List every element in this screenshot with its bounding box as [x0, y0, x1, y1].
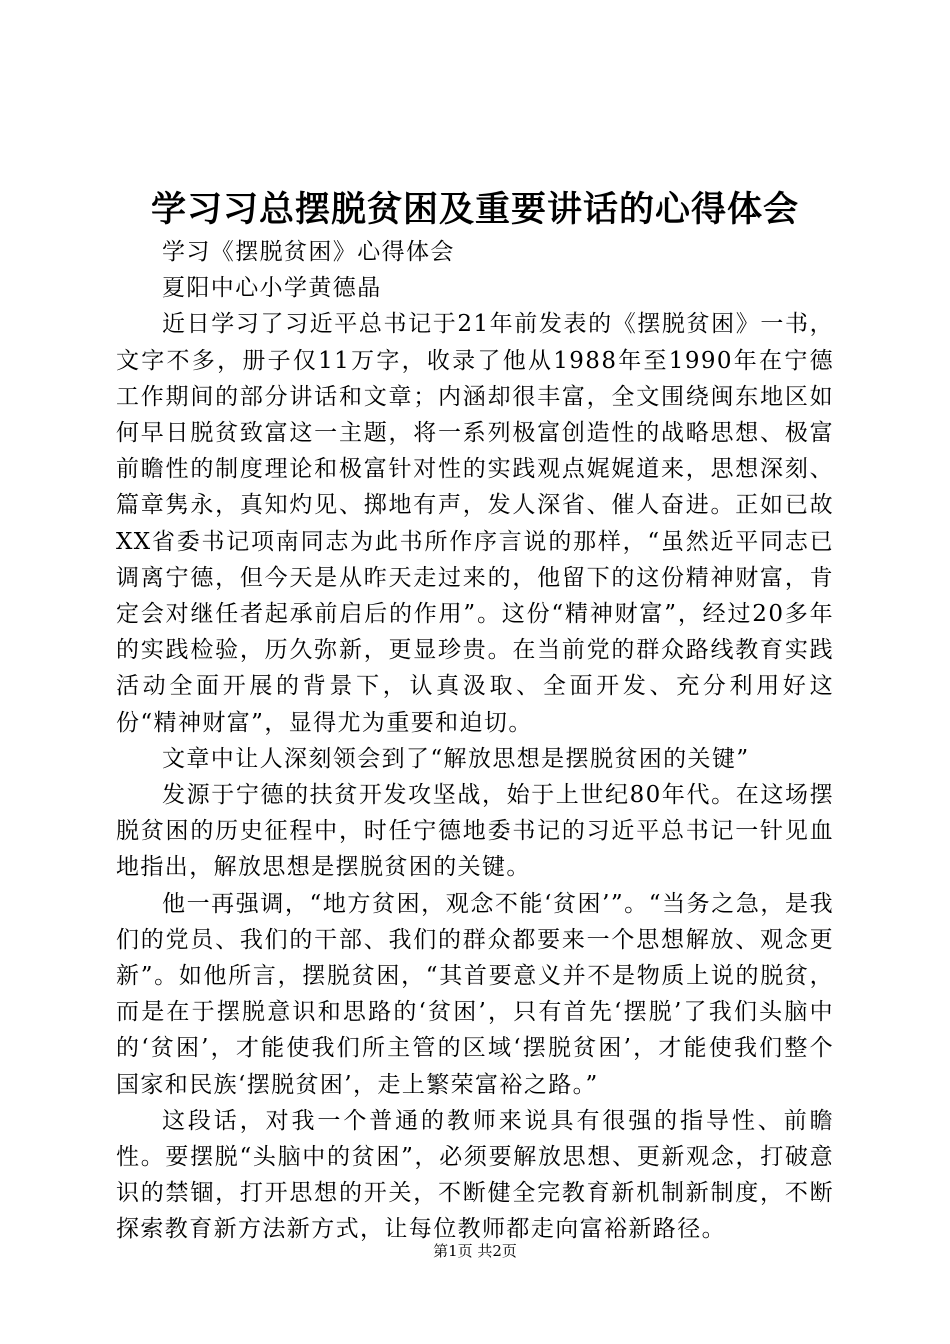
page-number-footer: 第1页 共2页: [433, 1242, 517, 1260]
author-line: 夏阳中心小学黄德晶: [162, 275, 382, 302]
document-body: [116, 234, 834, 1248]
section-heading: 文章中让人深刻领会到了“解放思想是摆脱贫困的关键”: [162, 745, 750, 772]
document-title: 学习习总摆脱贫困及重要讲话的心得体会: [150, 189, 799, 230]
subtitle-paragraph: 学习《摆脱贫困》心得体会: [162, 239, 455, 265]
body-paragraph: 发源于宁德的扶贫开发攻坚战，始于上世纪80年代。在这场摆脱贫困的历史征程中，时任宁德地委书记的习近平总书记一针见血地指出，解放思想是摆脱贫困的关键。: [116, 782, 834, 881]
body-paragraph: 这段话，对我一个普通的教师来说具有很强的指导性、前瞻性。要摆脱“头脑中的贫困”，必须要解放思想、更新观念，打破意识的禁锢，打开思想的开关，不断健全完教育新机制新制度，不断探索教育新方法新方式，让每位教师都走向富裕新路径。: [116, 1107, 834, 1243]
body-paragraph: 他一再强调，“地方贫困，观念不能‘贫困’”。“当务之急，是我们的党员、我们的干部、我们的群众都要来一个思想解放、观念更新”。如他所言，摆脱贫困，“其首要意义并不是物质上说的脱贫，而是在于摆脱意识和思路的‘贫困’，只有首先‘摆脱’了我们头脑中的‘贫困’，才能使我们所主管的区域‘摆脱贫困’，才能使我们整个国家和民族‘摆脱贫困’，走上繁荣富裕之路。”: [116, 890, 834, 1098]
body-paragraph: 近日学习了习近平总书记于21年前发表的《摆脱贫困》一书，文字不多，册子仅11万字，收录了他从1988年至1990年在宁德工作期间的部分讲话和文章；内涵却很丰富，全文围绕闽东地区如何早日脱贫致富这一主题，将一系列极富创造性的战略思想、极富前瞻性的制度理论和极富针对性的实践观点娓娓道来，思想深刻、篇章隽永，真知灼见、掷地有声，发人深省、催人奋进。正如已故XX省委书记项南同志为此书所作序言说的那样，“虽然近平同志已调离宁德，但今天是从昨天走过来的，他留下的这份精神财富，肯定会对继任者起承前启后的作用”。这份“精神财富”，经过20多年的实践检验，历久弥新，更显珍贵。在当前党的群众路线教育实践活动全面开展的背景下，认真汲取、全面开发、充分利用好这份“精神财富”，显得尤为重要和迫切。: [116, 311, 834, 736]
